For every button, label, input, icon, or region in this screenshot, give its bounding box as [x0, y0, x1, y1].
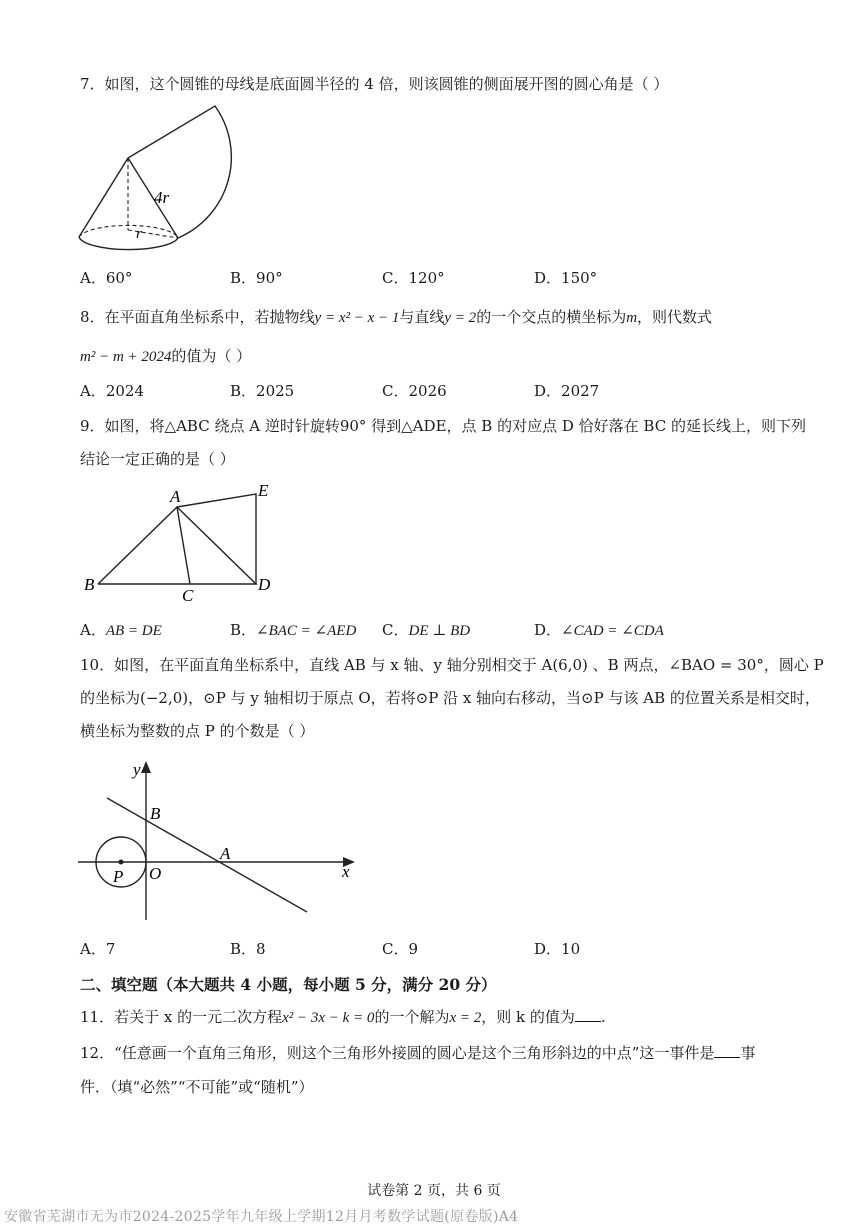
center-p — [119, 860, 124, 865]
q10-option-a[interactable]: A．7 — [80, 940, 116, 958]
label-P: P — [113, 867, 124, 886]
q10-option-c[interactable]: C．9 — [382, 940, 419, 958]
label-y: y — [133, 760, 141, 779]
q9-line2: 结论一定正确的是（ ） — [80, 450, 235, 468]
label-B: B — [150, 804, 161, 823]
q9-option-a[interactable]: A．AB = DE — [80, 621, 162, 639]
q10-option-b[interactable]: B．8 — [230, 940, 266, 958]
label-r: r — [136, 226, 142, 242]
label-A: A — [220, 844, 231, 863]
q10-line2: 的坐标为(−2,0)，⊙P 与 y 轴相切于原点 O，若将⊙P 沿 x 轴向右移动，当⊙P 与该 AB 的位置关系是相交时， — [80, 689, 820, 707]
q8-line2: m² − m + 2024的值为（ ） — [80, 347, 252, 365]
label-C: C — [182, 586, 194, 605]
q7-option-b[interactable]: B．90° — [230, 269, 283, 287]
q8-option-b[interactable]: B．2025 — [230, 382, 295, 400]
label-A: A — [170, 487, 181, 506]
label-4r: 4r — [154, 188, 170, 207]
q9-option-d[interactable]: D．∠CAD = ∠CDA — [534, 621, 664, 639]
q8-option-a[interactable]: A．2024 — [80, 382, 145, 400]
label-B: B — [84, 575, 95, 594]
y-axis-arrow — [141, 761, 151, 773]
q12-answer-blank[interactable] — [714, 1043, 740, 1058]
q10-option-d[interactable]: D．10 — [534, 940, 581, 958]
q7-option-d[interactable]: D．150° — [534, 269, 598, 287]
triangle-abd — [98, 507, 256, 584]
q11-answer-blank[interactable] — [575, 1007, 601, 1022]
page-footer: 试卷第 2 页，共 6 页 — [367, 1183, 501, 1199]
q12-line1: 12．“任意画一个直角三角形，则这个三角形外接圆的圆心是这个三角形斜边的中点”这一事件是 事 — [80, 1044, 756, 1062]
line-ab — [107, 798, 307, 912]
q7-stem: 7．如图，这个圆锥的母线是底面圆半径的 4 倍，则该圆锥的侧面展开图的圆心角是（ ） — [80, 75, 669, 93]
q11-line: 11．若关于 x 的一元二次方程x² − 3x − k = 0的一个解为x = 2，则 k 的值为 . — [80, 1008, 606, 1026]
q8-option-c[interactable]: C．2026 — [382, 382, 447, 400]
base-front — [79, 237, 178, 250]
sector-outline — [128, 106, 231, 238]
q8-option-d[interactable]: D．2027 — [534, 382, 600, 400]
q9-triangle-figure — [80, 478, 280, 606]
label-O: O — [149, 864, 162, 883]
segment-aed — [177, 494, 256, 584]
q10-coordinate-figure — [75, 755, 365, 925]
label-E: E — [258, 481, 269, 500]
q10-line1: 10．如图，在平面直角坐标系中，直线 AB 与 x 轴、y 轴分别相交于 A(6,0) 、B 两点，∠BAO = 30°，圆心 P — [80, 656, 824, 674]
q9-line1: 9．如图，将△ABC 绕点 A 逆时针旋转90° 得到△ADE，点 B 的对应点 D 恰好落在 BC 的延长线上，则下列 — [80, 417, 806, 435]
q7-cone-figure — [70, 100, 240, 265]
q9-option-b[interactable]: B．∠BAC = ∠AED — [230, 621, 357, 639]
label-x: x — [342, 862, 350, 881]
q7-option-c[interactable]: C．120° — [382, 269, 445, 287]
q10-line3: 横坐标为整数的点 P 的个数是（ ） — [80, 722, 315, 740]
q9-option-c[interactable]: C．DE ⊥ BD — [382, 621, 471, 639]
q8-line1: 8．在平面直角坐标系中，若抛物线y = x² − x − 1与直线y = 2的一个交点的横坐标为m，则代数式 — [80, 308, 713, 326]
section-title: 二、填空题（本大题共 4 小题，每小题 5 分，满分 20 分） — [80, 975, 497, 994]
label-D: D — [258, 575, 271, 594]
q12-line2: 件．（填“必然”“不可能”或“随机”） — [80, 1078, 314, 1096]
watermark: 安徽省芜湖市无为市2024-2025学年九年级上学期12月月考数学试题(原卷版)A4 — [4, 1209, 519, 1225]
q7-option-a[interactable]: A．60° — [80, 269, 133, 287]
